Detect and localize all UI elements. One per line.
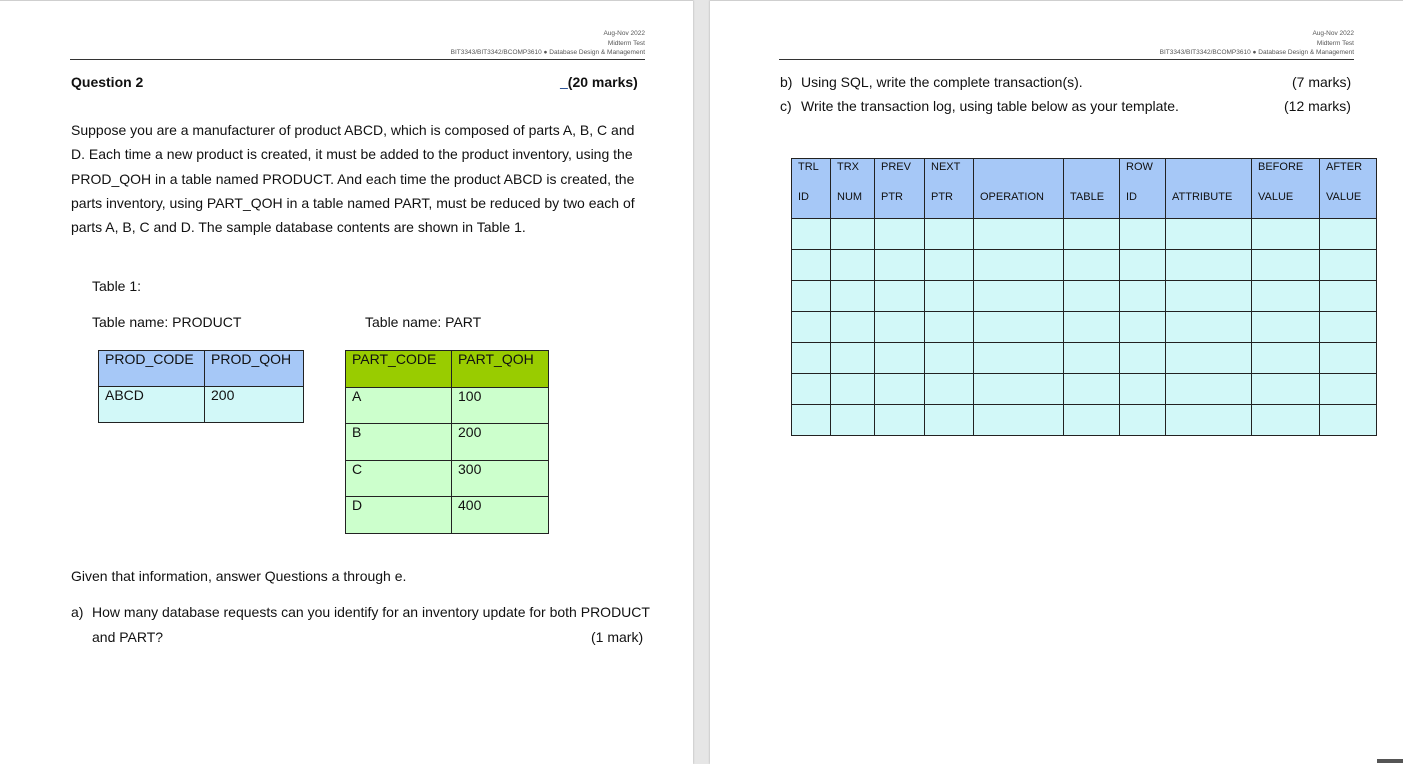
table-row <box>346 497 549 534</box>
log-empty-cell <box>1064 405 1120 436</box>
log-empty-row <box>792 281 1377 312</box>
log-empty-cell <box>1064 281 1120 312</box>
header-cell: PROD_CODE <box>99 351 205 387</box>
log-header-line1: BEFORE <box>1258 161 1304 173</box>
log-empty-cell <box>1252 281 1320 312</box>
log-empty-cell <box>1320 405 1377 436</box>
qb-marks: (7 marks) <box>1292 74 1352 90</box>
log-empty-cell <box>1120 405 1166 436</box>
table-cell: 100 <box>452 387 549 424</box>
log-header-line2: OPERATION <box>980 191 1044 203</box>
question-title: Question 2 <box>71 74 144 90</box>
product-table-name: Table name: PRODUCT <box>92 314 242 330</box>
log-empty-cell <box>974 312 1064 343</box>
log-empty-row <box>792 312 1377 343</box>
given-text: Given that information, answer Questions a through e. <box>71 568 407 584</box>
log-header-line1: AFTER <box>1326 161 1363 173</box>
log-empty-cell <box>925 312 974 343</box>
intro-line: D. Each time a new product is created, it must be added to the product inventory, using the <box>71 146 633 163</box>
part-table-name: Table name: PART <box>365 314 482 330</box>
table-row <box>346 424 549 461</box>
qc-marks: (12 marks) <box>1284 98 1351 114</box>
log-empty-cell <box>1166 343 1252 374</box>
log-empty-cell <box>1120 312 1166 343</box>
log-header-line1: ROW <box>1126 161 1153 173</box>
log-empty-cell <box>875 250 925 281</box>
log-empty-cell <box>974 281 1064 312</box>
log-header-line2: ATTRIBUTE <box>1172 191 1233 203</box>
log-empty-cell <box>792 281 831 312</box>
qb-label: b) <box>780 74 793 90</box>
log-header-cell <box>831 159 875 219</box>
log-header-line2: NUM <box>837 191 863 203</box>
log-empty-cell <box>831 405 875 436</box>
log-empty-cell <box>1320 312 1377 343</box>
log-empty-cell <box>1064 374 1120 405</box>
log-empty-cell <box>1320 343 1377 374</box>
log-header-line2: PTR <box>881 191 903 203</box>
log-empty-cell <box>875 374 925 405</box>
log-empty-cell <box>974 374 1064 405</box>
log-empty-cell <box>1166 281 1252 312</box>
header-term: Aug-Nov 2022 <box>603 30 645 37</box>
log-empty-cell <box>1120 281 1166 312</box>
log-empty-cell <box>831 343 875 374</box>
log-header-line2: VALUE <box>1258 191 1294 203</box>
log-header-line1 <box>1070 159 1119 190</box>
header-cell: PROD_QOH <box>205 351 304 387</box>
qa-marks: (1 mark) <box>591 629 644 645</box>
log-empty-cell <box>792 312 831 343</box>
log-empty-cell <box>1252 374 1320 405</box>
log-empty-cell <box>1252 219 1320 250</box>
log-header-cell <box>1120 159 1166 219</box>
log-empty-cell <box>925 343 974 374</box>
log-empty-cell <box>974 343 1064 374</box>
log-empty-cell <box>1252 405 1320 436</box>
log-header-line1: NEXT <box>931 161 961 173</box>
page-header <box>70 29 645 60</box>
scrollbar-corner <box>1377 759 1403 763</box>
page-header <box>779 29 1354 60</box>
table-cell: C <box>346 460 452 497</box>
table-cell: 400 <box>452 497 549 534</box>
qa-label: a) <box>71 604 84 620</box>
log-empty-cell <box>875 312 925 343</box>
question-marks <box>560 74 638 90</box>
log-header-line1: PREV <box>881 161 911 173</box>
log-header-cell <box>974 159 1064 219</box>
log-header-line2: ID <box>1126 191 1137 203</box>
log-empty-cell <box>974 219 1064 250</box>
log-empty-cell <box>831 219 875 250</box>
table-header-row <box>99 351 304 387</box>
log-header-row <box>792 159 1377 219</box>
log-empty-row <box>792 405 1377 436</box>
intro-line: PROD_QOH in a table named PRODUCT. And each time the product ABCD is created, the <box>71 170 635 187</box>
log-empty-cell <box>925 374 974 405</box>
qc-text: Write the transaction log, using table below as your template. <box>801 98 1179 114</box>
transaction-log-table <box>791 158 1377 436</box>
log-empty-cell <box>1120 250 1166 281</box>
log-header-line2: TABLE <box>1070 191 1105 203</box>
log-empty-cell <box>1166 374 1252 405</box>
question-intro <box>71 118 645 239</box>
table-header-row <box>346 351 549 388</box>
log-empty-cell <box>831 281 875 312</box>
table-caption: Table 1: <box>92 278 142 294</box>
part-table <box>345 350 549 534</box>
log-header-cell <box>875 159 925 219</box>
log-empty-cell <box>792 250 831 281</box>
log-header-cell <box>1252 159 1320 219</box>
table-cell: A <box>346 387 452 424</box>
log-empty-cell <box>1320 281 1377 312</box>
log-empty-cell <box>1166 250 1252 281</box>
log-empty-cell <box>1252 250 1320 281</box>
log-empty-cell <box>1064 343 1120 374</box>
log-header-cell <box>925 159 974 219</box>
log-header-cell <box>1064 159 1120 219</box>
table-cell: 300 <box>452 460 549 497</box>
log-empty-cell <box>1064 219 1120 250</box>
log-header-line1: TRX <box>837 161 859 173</box>
header-cell: PART_CODE <box>346 351 452 388</box>
header-term: Aug-Nov 2022 <box>1312 30 1354 37</box>
log-empty-cell <box>1320 250 1377 281</box>
header-course: BIT3343/BIT3342/BCOMP3610 ● Database Design & Management <box>450 49 645 56</box>
log-empty-cell <box>1120 343 1166 374</box>
header-course: BIT3343/BIT3342/BCOMP3610 ● Database Design & Management <box>1159 49 1354 56</box>
log-empty-row <box>792 250 1377 281</box>
log-empty-cell <box>925 405 974 436</box>
log-empty-row <box>792 219 1377 250</box>
header-test: Midterm Test <box>607 39 645 47</box>
log-empty-cell <box>1120 374 1166 405</box>
log-empty-cell <box>875 405 925 436</box>
log-header-cell <box>1166 159 1252 219</box>
log-header-line1 <box>1172 159 1251 190</box>
log-empty-cell <box>1166 312 1252 343</box>
table-cell: 200 <box>452 424 549 461</box>
log-empty-row <box>792 343 1377 374</box>
log-empty-cell <box>925 250 974 281</box>
log-empty-cell <box>792 374 831 405</box>
log-header-line2: ID <box>798 191 809 203</box>
log-empty-cell <box>925 281 974 312</box>
header-test: Midterm Test <box>1316 39 1354 47</box>
product-table <box>98 350 304 423</box>
header-cell: PART_QOH <box>452 351 549 388</box>
log-empty-cell <box>974 405 1064 436</box>
qb-text: Using SQL, write the complete transaction(s). <box>801 74 1083 90</box>
log-header-line2: PTR <box>931 191 953 203</box>
log-empty-cell <box>875 219 925 250</box>
log-empty-cell <box>792 219 831 250</box>
log-empty-cell <box>875 343 925 374</box>
log-header-cell <box>792 159 831 219</box>
table-cell: D <box>346 497 452 534</box>
log-empty-cell <box>1320 219 1377 250</box>
table-cell: ABCD <box>99 387 205 423</box>
table-row <box>346 387 549 424</box>
intro-line: parts inventory, using PART_QOH in a table named PART, must be reduced by two each of <box>71 194 635 211</box>
log-empty-cell <box>1120 219 1166 250</box>
log-empty-cell <box>1166 219 1252 250</box>
log-empty-cell <box>1166 405 1252 436</box>
log-empty-cell <box>831 250 875 281</box>
qa-line1: How many database requests can you identify for an inventory update for both PRODUCT <box>92 604 650 620</box>
qc-label: c) <box>780 98 792 114</box>
log-header-line1 <box>980 159 1063 190</box>
log-empty-cell <box>831 312 875 343</box>
log-header-line1: TRL <box>798 161 819 173</box>
marks-text: (20 marks) <box>567 74 638 90</box>
log-empty-cell <box>875 281 925 312</box>
log-empty-cell <box>792 343 831 374</box>
marks-underscore: _ <box>560 74 568 90</box>
qa-line2: and PART? <box>92 629 164 645</box>
log-header-cell <box>1320 159 1377 219</box>
log-empty-cell <box>1252 312 1320 343</box>
log-empty-row <box>792 374 1377 405</box>
table-cell: 200 <box>205 387 304 423</box>
log-empty-cell <box>792 405 831 436</box>
intro-line: parts A, B, C and D. The sample database contents are shown in Table 1. <box>71 219 526 236</box>
log-empty-cell <box>1320 374 1377 405</box>
log-empty-cell <box>974 250 1064 281</box>
table-row <box>346 460 549 497</box>
table-row <box>99 387 304 423</box>
log-empty-cell <box>1064 250 1120 281</box>
log-empty-cell <box>831 374 875 405</box>
intro-line: Suppose you are a manufacturer of product ABCD, which is composed of parts A, B, C and <box>71 122 635 138</box>
log-empty-cell <box>1252 343 1320 374</box>
log-empty-cell <box>925 219 974 250</box>
table-cell: B <box>346 424 452 461</box>
log-empty-cell <box>1064 312 1120 343</box>
log-header-line2: VALUE <box>1326 191 1362 203</box>
